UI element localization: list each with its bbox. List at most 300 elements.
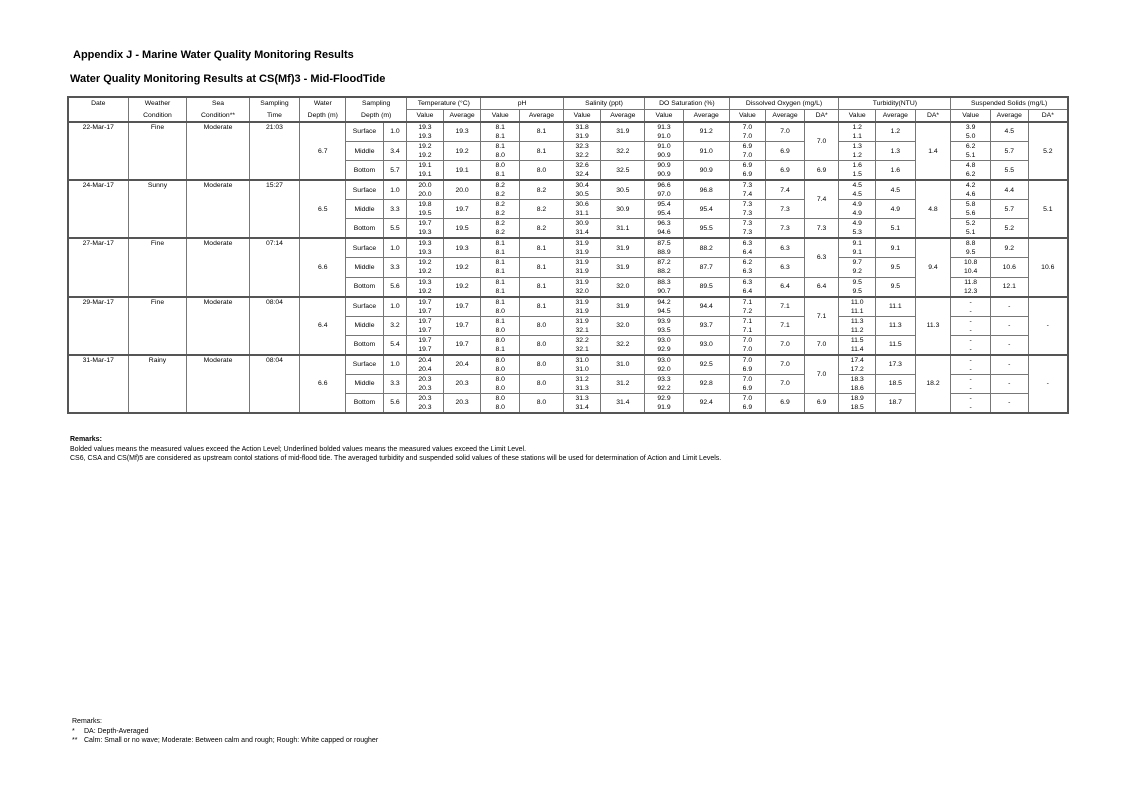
temperature-average: 19.7 (443, 297, 481, 317)
header-do-saturation: DO Saturation (%) (645, 97, 729, 110)
ph-values-reading-1: 8.1 (495, 317, 505, 325)
header-turb-value: Value (839, 110, 876, 123)
turbidity-values-reading-1: 9.5 (852, 278, 862, 286)
salinity-values (563, 258, 601, 277)
dissolved-oxygen-values-reading-2: 7.3 (742, 229, 753, 237)
do-saturation-values (645, 161, 684, 181)
turbidity-values (839, 142, 876, 161)
salinity-values-reading-2: 30.5 (575, 191, 589, 199)
turbidity-average: 9.5 (876, 277, 916, 297)
salinity-values (563, 355, 601, 375)
dissolved-oxygen-values-reading-2: 6.4 (742, 249, 753, 257)
salinity-values (563, 393, 601, 413)
salinity-values-reading-2: 32.2 (575, 152, 589, 160)
turbidity-values-reading-2: 9.1 (852, 249, 862, 257)
salinity-values (563, 200, 601, 219)
sampling-level: Surface (346, 180, 384, 200)
suspended-solids-values-reading-2: 5.6 (965, 210, 976, 218)
water-depth: 6.5 (300, 180, 346, 238)
salinity-values (563, 142, 601, 161)
dissolved-oxygen-values-reading-1: 6.9 (742, 143, 753, 151)
header-ss-average: Average (990, 110, 1028, 123)
sampling-depth: 5.5 (383, 219, 406, 239)
dissolved-oxygen-values (729, 393, 766, 413)
suspended-solids-average: 10.6 (990, 258, 1028, 277)
temperature-average: 19.1 (443, 161, 481, 181)
turbidity-da: 18.2 (915, 355, 951, 413)
dissolved-oxygen-values-reading-1: 7.0 (742, 356, 753, 364)
turbidity-values-reading-2: 1.1 (852, 133, 862, 140)
temperature-average: 19.7 (443, 335, 481, 355)
do-saturation-values-reading-2: 91.9 (657, 403, 671, 411)
suspended-solids-da: 5.1 (1028, 180, 1068, 238)
do-saturation-values (645, 200, 684, 219)
ph-values-reading-2: 8.0 (495, 307, 505, 315)
do-saturation-values-reading-1: 96.3 (657, 220, 671, 228)
weather-condition: Fine (128, 238, 187, 296)
salinity-values-reading-2: 31.9 (575, 133, 589, 140)
header-dos-value: Value (645, 110, 684, 123)
ph-average: 8.2 (520, 219, 564, 239)
salinity-values-reading-2: 32.4 (575, 171, 589, 179)
do-saturation-values (645, 142, 684, 161)
suspended-solids-average: 5.2 (990, 219, 1028, 239)
header-sea-line2: Condition** (187, 110, 249, 123)
temperature-values-reading-1: 19.2 (418, 259, 432, 267)
do-saturation-values-reading-2: 91.0 (657, 133, 671, 140)
do-saturation-average: 92.8 (683, 374, 729, 393)
dissolved-oxygen-values (729, 238, 766, 258)
suspended-solids-values (951, 355, 991, 375)
temperature-values (407, 238, 444, 258)
survey-group (68, 297, 1068, 355)
ph-values-reading-2: 8.1 (495, 345, 505, 353)
dissolved-oxygen-values-reading-2: 6.9 (742, 171, 753, 179)
dissolved-oxygen-values (729, 161, 766, 181)
dissolved-oxygen-values-reading-1: 7.3 (742, 201, 753, 209)
temperature-average: 19.3 (443, 238, 481, 258)
dissolved-oxygen-values-reading-2: 7.3 (742, 210, 753, 218)
dissolved-oxygen-values-reading-1: 6.3 (742, 240, 753, 248)
do-saturation-values-reading-2: 90.7 (657, 287, 671, 295)
turbidity-values-reading-1: 1.3 (852, 143, 862, 151)
suspended-solids-average: 4.5 (990, 122, 1028, 142)
dissolved-oxygen-values (729, 374, 766, 393)
dissolved-oxygen-values-reading-1: 7.3 (742, 182, 753, 190)
turbidity-values (839, 200, 876, 219)
do-saturation-average: 95.5 (683, 219, 729, 239)
ph-values-reading-1: 8.2 (495, 201, 505, 209)
ph-average: 8.2 (520, 180, 564, 200)
salinity-values-reading-2: 31.0 (575, 365, 589, 373)
turbidity-values-reading-2: 9.2 (852, 268, 862, 276)
suspended-solids-values-reading-1: 8.8 (965, 240, 976, 248)
ph-values (481, 238, 520, 258)
salinity-values (563, 219, 601, 239)
salinity-average: 32.0 (601, 277, 645, 297)
salinity-values-reading-2: 32.1 (575, 345, 589, 353)
temperature-values-reading-2: 19.2 (418, 268, 432, 276)
temperature-values (407, 393, 444, 413)
dissolved-oxygen-values (729, 142, 766, 161)
dissolved-oxygen-values-reading-2: 7.4 (742, 191, 753, 199)
remarks-top-line2: CS6, CSA and CS(Mf)5 are considered as upstream contol stations of mid-flood tide. The averaged turbidity and suspended solid values of these stations will be used for determination of Action and Limit Levels. (70, 455, 722, 462)
temperature-values-reading-2: 19.7 (418, 345, 432, 353)
suspended-solids-values (951, 142, 991, 161)
suspended-solids-values (951, 316, 991, 335)
do-saturation-values-reading-2: 92.9 (657, 345, 671, 353)
survey-group (68, 238, 1068, 296)
dissolved-oxygen-values-reading-1: 6.9 (742, 162, 753, 170)
dissolved-oxygen-da-bottom: 6.9 (804, 393, 839, 413)
ph-values-reading-1: 8.2 (495, 220, 505, 228)
dissolved-oxygen-values-reading-2: 7.2 (742, 307, 753, 315)
ph-values-reading-2: 8.1 (495, 133, 505, 140)
ph-values (481, 180, 520, 200)
turbidity-values-reading-2: 17.2 (850, 365, 864, 373)
dissolved-oxygen-values (729, 200, 766, 219)
turbidity-values-reading-1: 4.9 (852, 220, 862, 228)
dissolved-oxygen-average: 7.0 (766, 374, 805, 393)
salinity-average: 31.4 (601, 393, 645, 413)
do-saturation-average: 96.8 (683, 180, 729, 200)
ph-values-reading-1: 8.1 (495, 259, 505, 267)
do-saturation-values (645, 355, 684, 375)
do-saturation-values-reading-2: 97.0 (657, 191, 671, 199)
ph-average: 8.0 (520, 161, 564, 181)
ph-values-reading-1: 8.0 (495, 375, 505, 383)
dissolved-oxygen-average: 6.4 (766, 277, 805, 297)
sea-condition: Moderate (187, 122, 249, 180)
dissolved-oxygen-values-reading-2: 6.3 (742, 268, 753, 276)
turbidity-average: 18.5 (876, 374, 916, 393)
sampling-level: Bottom (346, 393, 384, 413)
salinity-values (563, 335, 601, 355)
header-weather-line2: Condition (128, 110, 187, 123)
temperature-average: 20.3 (443, 374, 481, 393)
temperature-values-reading-1: 19.3 (418, 278, 432, 286)
suspended-solids-da: - (1028, 297, 1068, 355)
ph-values-reading-2: 8.1 (495, 171, 505, 179)
salinity-values-reading-2: 31.4 (575, 403, 589, 411)
turbidity-values-reading-1: 18.9 (850, 394, 864, 402)
suspended-solids-values (951, 200, 991, 219)
turbidity-values (839, 219, 876, 239)
header-water-depth: Water (300, 97, 346, 110)
turbidity-values-reading-2: 18.5 (850, 403, 864, 411)
turbidity-values (839, 258, 876, 277)
dissolved-oxygen-average: 6.9 (766, 142, 805, 161)
dissolved-oxygen-values (729, 219, 766, 239)
dissolved-oxygen-values-reading-1: 6.2 (742, 259, 753, 267)
dissolved-oxygen-values-reading-1: 6.3 (742, 278, 753, 286)
temperature-average: 20.3 (443, 393, 481, 413)
dissolved-oxygen-da-surface-middle: 7.1 (804, 297, 839, 336)
dissolved-oxygen-values (729, 297, 766, 317)
turbidity-values (839, 374, 876, 393)
salinity-values-reading-1: 31.9 (575, 240, 589, 248)
temperature-values (407, 180, 444, 200)
salinity-values-reading-2: 32.0 (575, 287, 589, 295)
do-saturation-values-reading-1: 94.2 (657, 298, 671, 306)
header-sal-average: Average (601, 110, 645, 123)
salinity-average: 30.9 (601, 200, 645, 219)
weather-condition: Fine (128, 297, 187, 355)
do-saturation-values-reading-1: 95.4 (657, 201, 671, 209)
ph-values-reading-1: 8.1 (495, 240, 505, 248)
header-water-depth-line2: Depth (m) (300, 110, 346, 123)
do-saturation-average: 95.4 (683, 200, 729, 219)
do-saturation-values (645, 219, 684, 239)
sampling-level: Middle (346, 142, 384, 161)
turbidity-da: 1.4 (915, 122, 951, 180)
do-saturation-average: 92.5 (683, 355, 729, 375)
salinity-average: 31.9 (601, 238, 645, 258)
dissolved-oxygen-average: 7.0 (766, 122, 805, 142)
temperature-average: 19.7 (443, 316, 481, 335)
ph-values (481, 277, 520, 297)
table-row (68, 122, 1068, 132)
dissolved-oxygen-values (729, 316, 766, 335)
temperature-average: 19.2 (443, 258, 481, 277)
sampling-level: Surface (346, 238, 384, 258)
water-quality-table-container (67, 96, 1069, 414)
suspended-solids-average: - (990, 316, 1028, 335)
dissolved-oxygen-values-reading-2: 6.9 (742, 403, 753, 411)
do-saturation-values-reading-2: 90.9 (657, 152, 671, 160)
remark-text: DA: Depth-Averaged (84, 727, 149, 735)
salinity-average: 31.9 (601, 297, 645, 317)
turbidity-values-reading-1: 9.1 (852, 240, 862, 248)
weather-condition: Fine (128, 122, 187, 180)
ph-values-reading-2: 8.0 (495, 152, 505, 160)
salinity-values (563, 238, 601, 258)
sampling-time: 21:03 (249, 122, 300, 180)
ph-average: 8.1 (520, 277, 564, 297)
dissolved-oxygen-average: 7.4 (766, 180, 805, 200)
ph-values-reading-1: 8.1 (495, 124, 505, 131)
header-do-value: Value (729, 110, 766, 123)
turbidity-average: 11.1 (876, 297, 916, 317)
sea-condition: Moderate (187, 238, 249, 296)
salinity-values (563, 161, 601, 181)
suspended-solids-values-reading-2: 9.5 (965, 249, 976, 257)
ph-values-reading-2: 8.0 (495, 403, 505, 411)
temperature-average: 19.5 (443, 219, 481, 239)
dissolved-oxygen-da-bottom: 7.3 (804, 219, 839, 239)
do-saturation-average: 92.4 (683, 393, 729, 413)
salinity-values-reading-1: 31.9 (575, 298, 589, 306)
do-saturation-values-reading-2: 92.0 (657, 365, 671, 373)
turbidity-values-reading-1: 4.9 (852, 201, 862, 209)
water-depth: 6.4 (300, 297, 346, 355)
suspended-solids-average: - (990, 335, 1028, 355)
turbidity-values-reading-1: 11.5 (850, 336, 864, 344)
ph-average: 8.0 (520, 374, 564, 393)
temperature-average: 20.4 (443, 355, 481, 375)
temperature-average: 19.3 (443, 122, 481, 142)
do-saturation-values-reading-2: 90.9 (657, 171, 671, 179)
do-saturation-average: 88.2 (683, 238, 729, 258)
turbidity-values-reading-1: 1.6 (852, 162, 862, 170)
temperature-values-reading-1: 20.0 (418, 182, 432, 190)
do-saturation-values-reading-1: 87.5 (657, 240, 671, 248)
ph-values (481, 258, 520, 277)
temperature-values-reading-1: 20.4 (418, 356, 432, 364)
dissolved-oxygen-values-reading-2: 6.4 (742, 287, 753, 295)
salinity-average: 31.2 (601, 374, 645, 393)
salinity-values-reading-2: 31.1 (575, 210, 589, 218)
appendix-title: Appendix J - Marine Water Quality Monitoring Results (73, 49, 354, 61)
do-saturation-values (645, 180, 684, 200)
dissolved-oxygen-values-reading-2: 7.0 (742, 152, 753, 160)
dissolved-oxygen-da-bottom: 7.0 (804, 335, 839, 355)
suspended-solids-values-reading-1: 5.2 (965, 220, 976, 228)
turbidity-values (839, 355, 876, 375)
dissolved-oxygen-average: 6.3 (766, 238, 805, 258)
ph-values-reading-1: 8.2 (495, 182, 505, 190)
salinity-average: 32.0 (601, 316, 645, 335)
dissolved-oxygen-values (729, 122, 766, 142)
do-saturation-values-reading-2: 94.6 (657, 229, 671, 237)
ph-values-reading-1: 8.0 (495, 394, 505, 402)
header-temp-average: Average (443, 110, 481, 123)
suspended-solids-values (951, 219, 991, 239)
dissolved-oxygen-da-bottom: 6.9 (804, 161, 839, 181)
dissolved-oxygen-values (729, 258, 766, 277)
do-saturation-values-reading-1: 93.0 (657, 336, 671, 344)
ph-values (481, 393, 520, 413)
ph-values-reading-1: 8.1 (495, 143, 505, 151)
ph-values (481, 161, 520, 181)
temperature-values-reading-1: 19.3 (418, 124, 432, 131)
do-saturation-values (645, 374, 684, 393)
header-turb-average: Average (876, 110, 916, 123)
header-ss-value: Value (951, 110, 991, 123)
temperature-values (407, 200, 444, 219)
do-saturation-average: 94.4 (683, 297, 729, 317)
salinity-values-reading-1: 31.9 (575, 259, 589, 267)
salinity-values (563, 122, 601, 142)
remarks-bottom-heading: Remarks: (72, 718, 102, 725)
suspended-solids-values-reading-2: - (969, 307, 972, 315)
dissolved-oxygen-average: 6.3 (766, 258, 805, 277)
salinity-values-reading-1: 31.3 (575, 394, 589, 402)
sampling-level: Surface (346, 355, 384, 375)
turbidity-average: 1.3 (876, 142, 916, 161)
temperature-values-reading-1: 19.2 (418, 143, 432, 151)
remarks-top-line1: Bolded values means the measured values exceed the Action Level; Underlined bolded values means the measured values exceed the Limit Level. (70, 445, 527, 453)
turbidity-values-reading-1: 11.0 (850, 298, 864, 306)
suspended-solids-values-reading-1: - (969, 375, 972, 383)
turbidity-average: 9.5 (876, 258, 916, 277)
sampling-time: 15:27 (249, 180, 300, 238)
dissolved-oxygen-values-reading-1: 7.1 (742, 317, 753, 325)
dissolved-oxygen-da-surface-middle: 6.3 (804, 238, 839, 277)
dissolved-oxygen-average: 7.0 (766, 355, 805, 375)
do-saturation-average: 91.2 (683, 122, 729, 142)
temperature-values-reading-2: 20.0 (418, 191, 432, 199)
suspended-solids-values (951, 374, 991, 393)
ph-values-reading-1: 8.0 (495, 162, 505, 170)
sampling-level: Middle (346, 200, 384, 219)
suspended-solids-average: - (990, 297, 1028, 317)
survey-group (68, 180, 1068, 238)
temperature-values-reading-2: 19.5 (418, 210, 432, 218)
turbidity-values (839, 238, 876, 258)
salinity-values-reading-2: 31.3 (575, 384, 589, 392)
turbidity-values-reading-1: 18.3 (850, 375, 864, 383)
survey-group (68, 122, 1068, 180)
ph-values-reading-2: 8.2 (495, 191, 505, 199)
salinity-average: 32.2 (601, 335, 645, 355)
do-saturation-values (645, 297, 684, 317)
salinity-values-reading-1: 31.8 (575, 124, 589, 131)
ph-values-reading-2: 8.2 (495, 229, 505, 237)
salinity-values (563, 297, 601, 317)
ph-average: 8.1 (520, 142, 564, 161)
sampling-depth: 3.3 (383, 200, 406, 219)
salinity-values (563, 180, 601, 200)
dissolved-oxygen-values (729, 180, 766, 200)
sampling-time: 08:04 (249, 297, 300, 355)
header-do-da: DA* (804, 110, 839, 123)
temperature-values (407, 142, 444, 161)
temperature-values-reading-1: 20.3 (418, 375, 432, 383)
header-salinity: Salinity (ppt) (563, 97, 644, 110)
sea-condition: Moderate (187, 297, 249, 355)
do-saturation-average: 89.5 (683, 277, 729, 297)
remarks-top-heading: Remarks: (70, 436, 102, 443)
temperature-average: 20.0 (443, 180, 481, 200)
suspended-solids-values-reading-2: - (969, 365, 972, 373)
table-header (68, 97, 1068, 122)
salinity-values-reading-1: 31.9 (575, 278, 589, 286)
turbidity-average: 18.7 (876, 393, 916, 413)
salinity-average: 31.1 (601, 219, 645, 239)
dissolved-oxygen-average: 7.3 (766, 200, 805, 219)
suspended-solids-average: 5.7 (990, 200, 1028, 219)
suspended-solids-values-reading-2: - (969, 403, 972, 411)
header-ph-value: Value (481, 110, 520, 123)
ph-values (481, 297, 520, 317)
turbidity-average: 11.3 (876, 316, 916, 335)
ph-values-reading-2: 8.0 (495, 326, 505, 334)
suspended-solids-values-reading-2: 5.1 (965, 152, 976, 160)
remark-mark: * (72, 727, 75, 735)
suspended-solids-values-reading-2: - (969, 345, 972, 353)
dissolved-oxygen-average: 6.9 (766, 393, 805, 413)
do-saturation-values-reading-1: 93.0 (657, 356, 671, 364)
do-saturation-values-reading-1: 93.9 (657, 317, 671, 325)
header-ss-da: DA* (1028, 110, 1068, 123)
sampling-level: Middle (346, 316, 384, 335)
suspended-solids-values (951, 180, 991, 200)
do-saturation-values (645, 316, 684, 335)
dissolved-oxygen-values-reading-2: 7.0 (742, 133, 753, 140)
temperature-values-reading-2: 20.4 (418, 365, 432, 373)
turbidity-values-reading-1: 4.5 (852, 182, 862, 190)
do-saturation-values-reading-1: 91.0 (657, 143, 671, 151)
header-temperature: Temperature (°C) (407, 97, 481, 110)
ph-values (481, 316, 520, 335)
turbidity-average: 1.6 (876, 161, 916, 181)
suspended-solids-values-reading-1: 11.8 (964, 278, 977, 286)
salinity-values-reading-2: 32.1 (575, 326, 589, 334)
header-weather: Weather (128, 97, 187, 110)
ph-average: 8.1 (520, 258, 564, 277)
temperature-values-reading-1: 19.1 (418, 162, 432, 170)
